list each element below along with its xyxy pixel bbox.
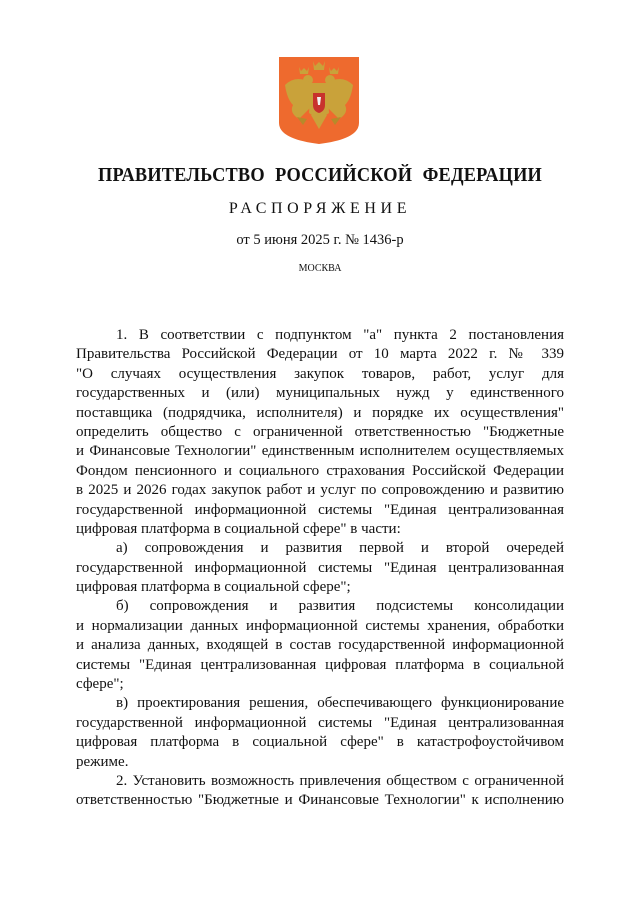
body-line: "О случаях осуществления закупок товаров, работ, услуг для <box>76 365 564 382</box>
body-line: цифровая платформа в социальной сфере" в катастрофоустойчивом <box>76 734 564 751</box>
body-line: и Финансовые Технологии" единственным исполнителем осуществляемых <box>76 443 564 460</box>
body-line: государственной информационной системы "Единая централизованная <box>76 501 564 518</box>
document-date-number: от 5 июня 2025 г. № 1436-р <box>236 232 404 248</box>
body-line: б) сопровождения и развития подсистемы консолидации <box>116 598 564 615</box>
body-line: и нормализации данных информационной системы хранения, обработки <box>76 617 564 634</box>
body-line: государственной информационной системы "Единая централизованная <box>76 559 564 576</box>
body-line: системы "Единая централизованная цифровая платформа в социальной <box>76 656 564 673</box>
coat-of-arms-icon <box>277 55 361 145</box>
government-title: ПРАВИТЕЛЬСТВО РОССИЙСКОЙ ФЕДЕРАЦИИ <box>98 165 542 186</box>
body-line: Фондом пенсионного и социального страхования Российской Федерации <box>76 462 564 479</box>
document-body <box>76 326 564 811</box>
document-type: РАСПОРЯЖЕНИЕ <box>228 200 412 217</box>
body-line: 2. Установить возможность привлечения обществом с ограниченной <box>116 772 564 789</box>
body-line: в 2025 и 2026 годах закупок работ и услуг по сопровождению и развитию <box>76 482 564 499</box>
body-line: государственных и (или) муниципальных нужд у единственного <box>76 385 564 402</box>
body-line: 1. В соответствии с подпунктом "а" пункта 2 постановления <box>116 327 564 343</box>
body-line: сфере"; <box>76 676 124 693</box>
body-line: в) проектирования решения, обеспечивающего функционирование <box>116 695 564 712</box>
body-line: цифровая платформа в социальной сфере"; <box>76 579 351 596</box>
body-line: государственной информационной системы "Единая централизованная <box>76 714 564 731</box>
body-line: Правительства Российской Федерации от 10 марта 2022 г. № 339 <box>76 346 564 363</box>
body-line: и анализа данных, входящей в состав государственной информационной <box>76 637 564 654</box>
body-line: цифровая платформа в социальной сфере" в части: <box>76 520 401 537</box>
document-city: МОСКВА <box>298 263 342 274</box>
body-line: определить общество с ограниченной ответственностью "Бюджетные <box>76 423 564 440</box>
body-line: режиме. <box>76 753 129 770</box>
body-line: ответственностью "Бюджетные и Финансовые Технологии" к исполнению <box>76 792 564 809</box>
body-line: поставщика (подрядчика, исполнителя) и порядке их осуществления" <box>76 404 564 421</box>
body-line: а) сопровождения и развития первой и второй очередей <box>116 540 564 557</box>
